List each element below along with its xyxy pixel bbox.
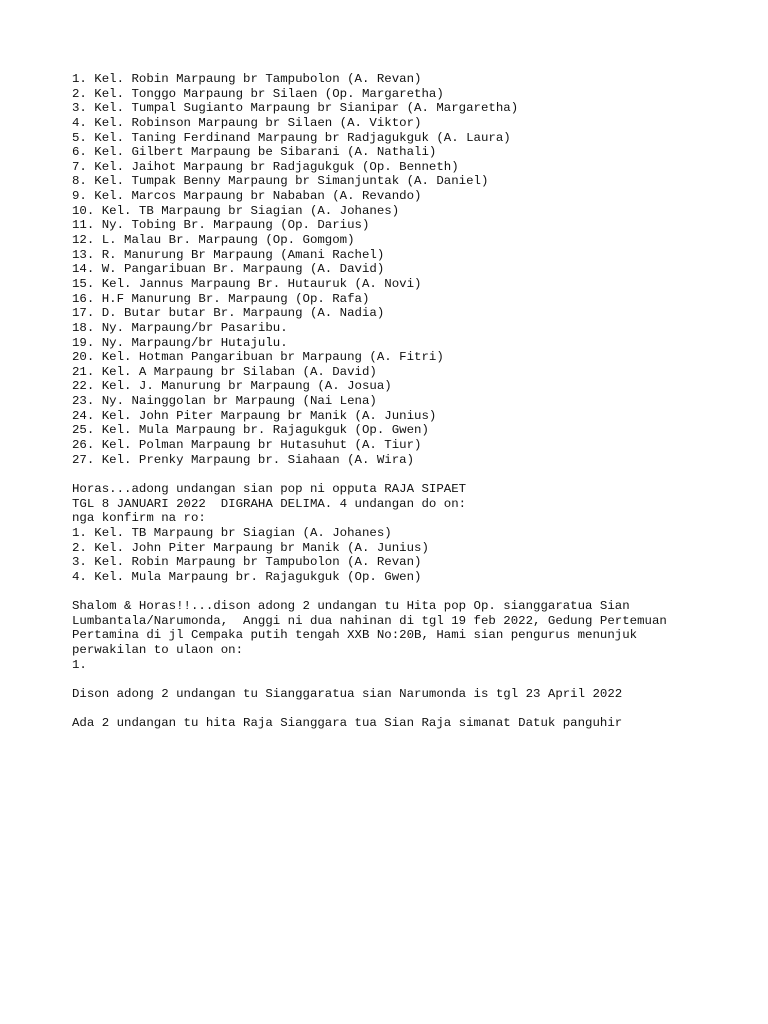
list-item: 6. Kel. Gilbert Marpaung be Sibarani (A. Nathali) bbox=[72, 145, 437, 160]
paragraph-gap bbox=[72, 702, 732, 717]
list-item: 8. Kel. Tumpak Benny Marpaung br Simanjuntak (A. Daniel) bbox=[72, 174, 489, 189]
horas-paragraph bbox=[72, 482, 732, 584]
paragraph-line: Horas...adong undangan sian pop ni opputa RAJA SIPAET bbox=[72, 481, 467, 496]
paragraph-line: perwakilan to ulaon on: bbox=[72, 642, 244, 657]
list-item: 7. Kel. Jaihot Marpaung br Radjagukguk (Op. Benneth) bbox=[72, 159, 459, 174]
paragraph-line: Pertamina di jl Cempaka putih tengah XXB No:20B, Hami sian pengurus menunjuk bbox=[72, 628, 638, 643]
list-item: 9. Kel. Marcos Marpaung br Nababan (A. Revando) bbox=[72, 189, 422, 204]
paragraph-gap bbox=[72, 467, 732, 482]
list-item: 5. Kel. Taning Ferdinand Marpaung br Radjagukguk (A. Laura) bbox=[72, 130, 511, 145]
family-list bbox=[72, 72, 732, 467]
list-item: 2. Kel. John Piter Marpaung br Manik (A. Junius) bbox=[72, 540, 429, 555]
list-item: 21. Kel. A Marpaung br Silaban (A. David) bbox=[72, 364, 377, 379]
list-item: 4. Kel. Robinson Marpaung br Silaen (A. Viktor) bbox=[72, 115, 422, 130]
list-item: 11. Ny. Tobing Br. Marpaung (Op. Darius) bbox=[72, 218, 370, 233]
list-item: 15. Kel. Jannus Marpaung Br. Hutauruk (A. Novi) bbox=[72, 276, 422, 291]
paragraph-line: Shalom & Horas!!...dison adong 2 undangan tu Hita pop Op. sianggaratua Sian bbox=[72, 599, 630, 614]
list-item: 16. H.F Manurung Br. Marpaung (Op. Rafa) bbox=[72, 291, 370, 306]
shalom-paragraph bbox=[72, 599, 732, 672]
list-item: 1. bbox=[72, 657, 87, 672]
list-item: 24. Kel. John Piter Marpaung br Manik (A. Junius) bbox=[72, 408, 437, 423]
list-item: 22. Kel. J. Manurung br Marpaung (A. Josua) bbox=[72, 379, 392, 394]
list-item: 13. R. Manurung Br Marpaung (Amani Rachel) bbox=[72, 247, 385, 262]
paragraph-gap bbox=[72, 584, 732, 599]
document-page bbox=[72, 72, 732, 731]
ada-paragraph: Ada 2 undangan tu hita Raja Sianggara tua Sian Raja simanat Datuk panguhir bbox=[72, 716, 623, 731]
list-item: 1. Kel. Robin Marpaung br Tampubolon (A. Revan) bbox=[72, 72, 422, 86]
paragraph-line: TGL 8 JANUARI 2022 DIGRAHA DELIMA. 4 undangan do on: bbox=[72, 496, 467, 511]
list-item: 12. L. Malau Br. Marpaung (Op. Gomgom) bbox=[72, 233, 355, 248]
list-item: 19. Ny. Marpaung/br Hutajulu. bbox=[72, 335, 288, 350]
list-item: 14. W. Pangaribuan Br. Marpaung (A. David) bbox=[72, 262, 385, 277]
list-item: 18. Ny. Marpaung/br Pasaribu. bbox=[72, 320, 288, 335]
list-item: 20. Kel. Hotman Pangaribuan br Marpaung (A. Fitri) bbox=[72, 350, 444, 365]
list-item: 3. Kel. Tumpal Sugianto Marpaung br Sianipar (A. Margaretha) bbox=[72, 101, 519, 116]
list-item: 1. Kel. TB Marpaung br Siagian (A. Johanes) bbox=[72, 525, 392, 540]
dison-paragraph: Dison adong 2 undangan tu Sianggaratua sian Narumonda is tgl 23 April 2022 bbox=[72, 686, 623, 701]
paragraph-line: Lumbantala/Narumonda, Anggi ni dua nahinan di tgl 19 feb 2022, Gedung Pertemuan bbox=[72, 613, 667, 628]
list-item: 23. Ny. Nainggolan br Marpaung (Nai Lena) bbox=[72, 394, 377, 409]
list-item: 10. Kel. TB Marpaung br Siagian (A. Johanes) bbox=[72, 203, 400, 218]
list-item: 25. Kel. Mula Marpaung br. Rajagukguk (Op. Gwen) bbox=[72, 423, 429, 438]
paragraph-line: nga konfirm na ro: bbox=[72, 511, 206, 526]
list-item: 17. D. Butar butar Br. Marpaung (A. Nadia) bbox=[72, 306, 385, 321]
list-item: 4. Kel. Mula Marpaung br. Rajagukguk (Op. Gwen) bbox=[72, 569, 422, 584]
list-item: 27. Kel. Prenky Marpaung br. Siahaan (A. Wira) bbox=[72, 452, 415, 467]
list-item: 26. Kel. Polman Marpaung br Hutasuhut (A. Tiur) bbox=[72, 438, 422, 453]
list-item: 3. Kel. Robin Marpaung br Tampubolon (A. Revan) bbox=[72, 555, 422, 570]
paragraph-gap bbox=[72, 672, 732, 687]
list-item: 2. Kel. Tonggo Marpaung br Silaen (Op. Margaretha) bbox=[72, 86, 444, 101]
